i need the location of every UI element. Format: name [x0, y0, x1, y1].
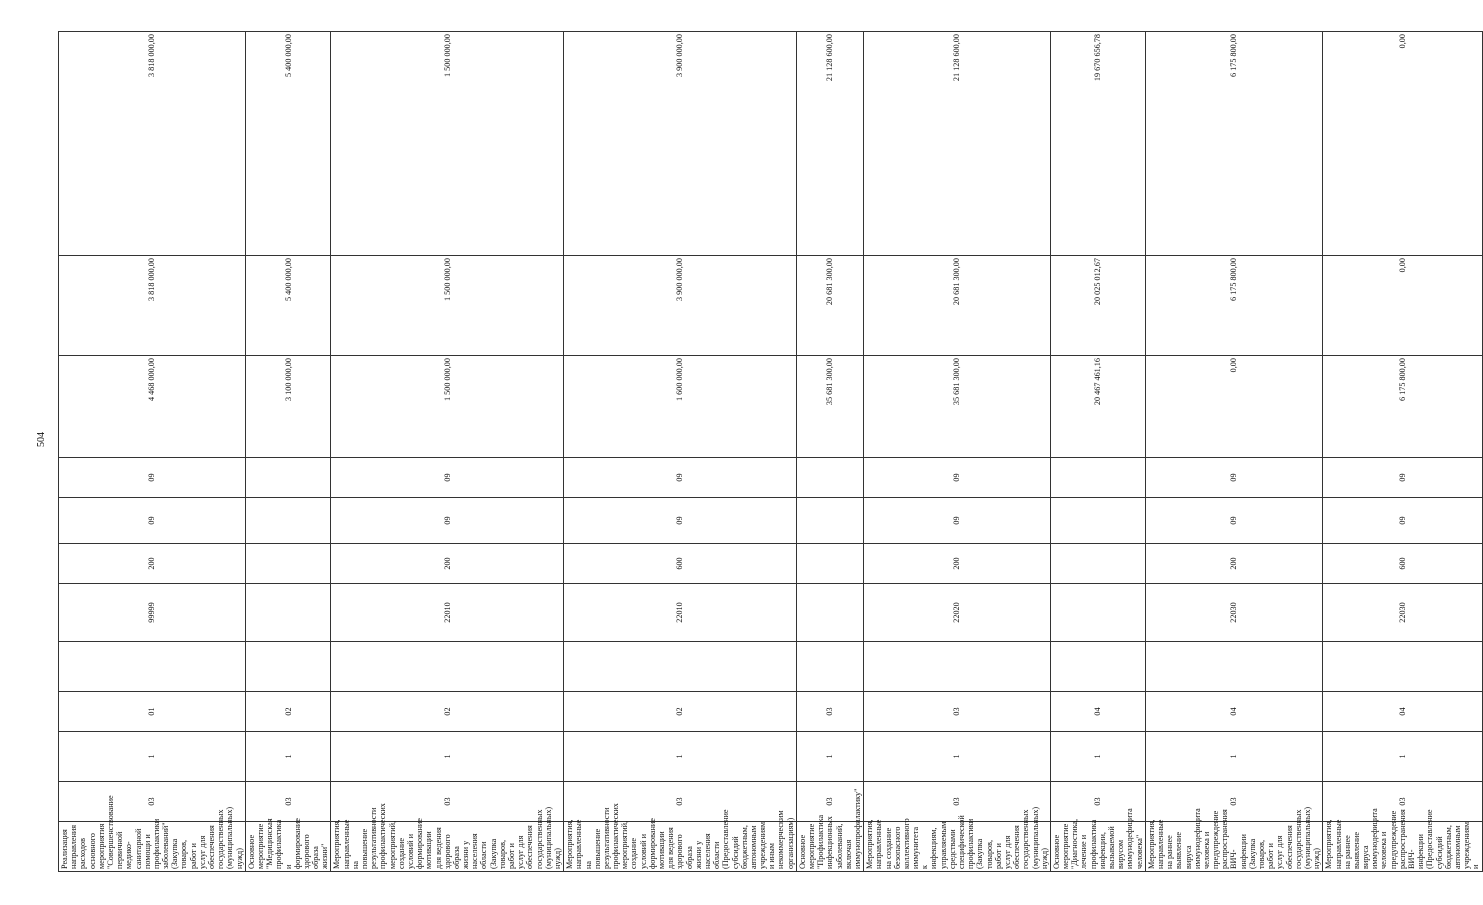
amount-cell: 1 500 000,00 — [331, 256, 564, 356]
code-cell: 03 — [1050, 782, 1145, 822]
amount-cell: 6 175 800,00 — [1145, 32, 1323, 256]
code-cell: 01 — [59, 692, 246, 732]
code-cell: 200 — [1145, 544, 1323, 584]
amount-cell: 20 025 012,67 — [1050, 256, 1145, 356]
row-name-cell: Мероприятия, направленные на раннее выявление вируса иммунодефицита человека и предупреждение распространения ВИЧ-инфекции (Закупка товаров, работ и услуг для обеспечения государственных (муниципальных) нужд) — [1145, 822, 1323, 872]
empty-cell — [331, 642, 564, 692]
code-cell: 1 — [245, 732, 331, 782]
code-cell — [1050, 544, 1145, 584]
amount-cell: 0,00 — [1323, 32, 1482, 256]
code-cell — [1050, 584, 1145, 642]
code-cell — [1050, 458, 1145, 498]
code-cell: 03 — [796, 782, 863, 822]
code-cell — [796, 498, 863, 544]
code-cell: 1 — [564, 732, 797, 782]
code-cell: 03 — [864, 692, 1051, 732]
rotated-table-container — [58, 32, 1481, 872]
amount-cell: 6 175 800,00 — [1323, 356, 1482, 458]
code-cell: 22010 — [331, 584, 564, 642]
amount-cell: 21 128 600,00 — [864, 32, 1051, 256]
code-cell: 02 — [331, 692, 564, 732]
table-row — [1323, 32, 1482, 872]
row-name-cell: Основное мероприятие "Профилактика инфекционных заболеваний, включая иммунопрофилактику" — [796, 822, 863, 872]
table-row — [331, 32, 564, 872]
amount-cell: 5 400 000,00 — [245, 256, 331, 356]
budget-table — [58, 31, 1483, 872]
code-cell — [245, 498, 331, 544]
amount-cell: 0,00 — [1145, 356, 1323, 458]
code-cell: 04 — [1145, 692, 1323, 732]
code-cell: 200 — [59, 544, 246, 584]
code-cell: 1 — [1145, 732, 1323, 782]
code-cell: 09 — [564, 498, 797, 544]
code-cell — [796, 458, 863, 498]
row-name-cell: Мероприятия, направленные на повышение результативности профилактических мероприятий, создание условий и формирование мотивации для ведения здорового образа жизни у населения области (Закупка товаров, работ и услуг для обеспечения государственных (муниципальных) нужд) — [331, 822, 564, 872]
amount-cell: 3 900 000,00 — [564, 256, 797, 356]
table-row — [864, 32, 1051, 872]
amount-cell: 19 670 656,78 — [1050, 32, 1145, 256]
code-cell: 03 — [864, 782, 1051, 822]
table-row — [1050, 32, 1145, 872]
code-cell: 02 — [564, 692, 797, 732]
amount-cell: 20 681 300,00 — [796, 256, 863, 356]
table-row — [59, 32, 246, 872]
amount-cell: 3 818 000,00 — [59, 256, 246, 356]
amount-cell: 1 500 000,00 — [331, 356, 564, 458]
empty-cell — [796, 642, 863, 692]
code-cell: 03 — [564, 782, 797, 822]
table-row — [796, 32, 863, 872]
code-cell: 22030 — [1323, 584, 1482, 642]
code-cell: 09 — [564, 458, 797, 498]
amount-cell: 3 100 000,00 — [245, 356, 331, 458]
empty-cell — [59, 642, 246, 692]
table-row — [564, 32, 797, 872]
code-cell: 09 — [1145, 458, 1323, 498]
code-cell: 09 — [59, 458, 246, 498]
code-cell: 02 — [245, 692, 331, 732]
amount-cell: 35 681 300,00 — [796, 356, 863, 458]
code-cell — [245, 458, 331, 498]
code-cell — [796, 544, 863, 584]
row-name-cell: Реализация направления расходов основного мероприятия "Совершенствование первичной медико-санитарной помощи и профилактики заболеваний" (Закупка товаров, работ и услуг для обеспечения государственных (муниципальных) нужд) — [59, 822, 246, 872]
row-name-cell: Мероприятия, направленные на создание безопасного коллективного иммунитета к инфекциям, управляемым средствами специфической профилактики (Закупка товаров, работ и услуг для обеспечения государственных (муниципальных) нужд) — [864, 822, 1051, 872]
code-cell — [245, 584, 331, 642]
code-cell: 22020 — [864, 584, 1051, 642]
code-cell: 03 — [245, 782, 331, 822]
amount-cell: 5 400 000,00 — [245, 32, 331, 256]
code-cell: 600 — [564, 544, 797, 584]
code-cell: 03 — [796, 692, 863, 732]
code-cell — [245, 544, 331, 584]
empty-cell — [1323, 642, 1482, 692]
amount-cell: 3 818 000,00 — [59, 32, 246, 256]
amount-cell: 20 467 461,16 — [1050, 356, 1145, 458]
code-cell: 09 — [59, 498, 246, 544]
amount-cell: 3 900 000,00 — [564, 32, 797, 256]
amount-cell: 4 468 000,00 — [59, 356, 246, 458]
empty-cell — [245, 642, 331, 692]
row-name-cell: Основное мероприятие "Диагностика, лечение и профилактика инфекции, вызываемой вирусом иммунодефицита человека" — [1050, 822, 1145, 872]
table-row — [245, 32, 331, 872]
code-cell: 03 — [1145, 782, 1323, 822]
amount-cell: 6 175 800,00 — [1145, 256, 1323, 356]
code-cell: 22010 — [564, 584, 797, 642]
code-cell: 09 — [864, 498, 1051, 544]
empty-cell — [864, 642, 1051, 692]
code-cell: 09 — [1323, 498, 1482, 544]
row-name-cell: Мероприятия, направленные на раннее выявление вируса иммунодефицита человека и предупреждение распространения ВИЧ-инфекции (Предоставление субсидий бюджетным, автономным учреждениям и — [1323, 822, 1482, 872]
code-cell: 04 — [1323, 692, 1482, 732]
code-cell: 09 — [331, 498, 564, 544]
code-cell: 03 — [1323, 782, 1482, 822]
code-cell — [796, 584, 863, 642]
amount-cell: 21 128 600,00 — [796, 32, 863, 256]
empty-cell — [1145, 642, 1323, 692]
code-cell: 600 — [1323, 544, 1482, 584]
code-cell: 22030 — [1145, 584, 1323, 642]
code-cell: 03 — [59, 782, 246, 822]
code-cell: 09 — [331, 458, 564, 498]
table-row — [1145, 32, 1323, 872]
code-cell: 1 — [796, 732, 863, 782]
code-cell: 1 — [59, 732, 246, 782]
amount-cell: 1 500 000,00 — [331, 32, 564, 256]
code-cell: 09 — [864, 458, 1051, 498]
code-cell: 1 — [864, 732, 1051, 782]
code-cell: 09 — [1145, 498, 1323, 544]
amount-cell: 1 600 000,00 — [564, 356, 797, 458]
empty-cell — [1050, 642, 1145, 692]
code-cell: 03 — [331, 782, 564, 822]
code-cell: 200 — [864, 544, 1051, 584]
code-cell: 1 — [1050, 732, 1145, 782]
code-cell: 200 — [331, 544, 564, 584]
page-number: 504 — [36, 432, 47, 447]
amount-cell: 20 681 300,00 — [864, 256, 1051, 356]
code-cell: 09 — [1323, 458, 1482, 498]
code-cell: 1 — [331, 732, 564, 782]
code-cell: 1 — [1323, 732, 1482, 782]
row-name-cell: Мероприятия, направленные на повышение результативности профилактических мероприятий, создание условий и формирование мотивации для ведения здорового образа жизни у населения области (Предоставление субсидий бюджетным, автономным учреждениям и иным некоммерческим организациям) — [564, 822, 797, 872]
row-name-cell: Основное мероприятие "Медицинская профилактика и формирование здорового образа жизни" — [245, 822, 331, 872]
empty-cell — [564, 642, 797, 692]
code-cell: 04 — [1050, 692, 1145, 732]
amount-cell: 0,00 — [1323, 256, 1482, 356]
amount-cell: 35 681 300,00 — [864, 356, 1051, 458]
code-cell: 99999 — [59, 584, 246, 642]
code-cell — [1050, 498, 1145, 544]
